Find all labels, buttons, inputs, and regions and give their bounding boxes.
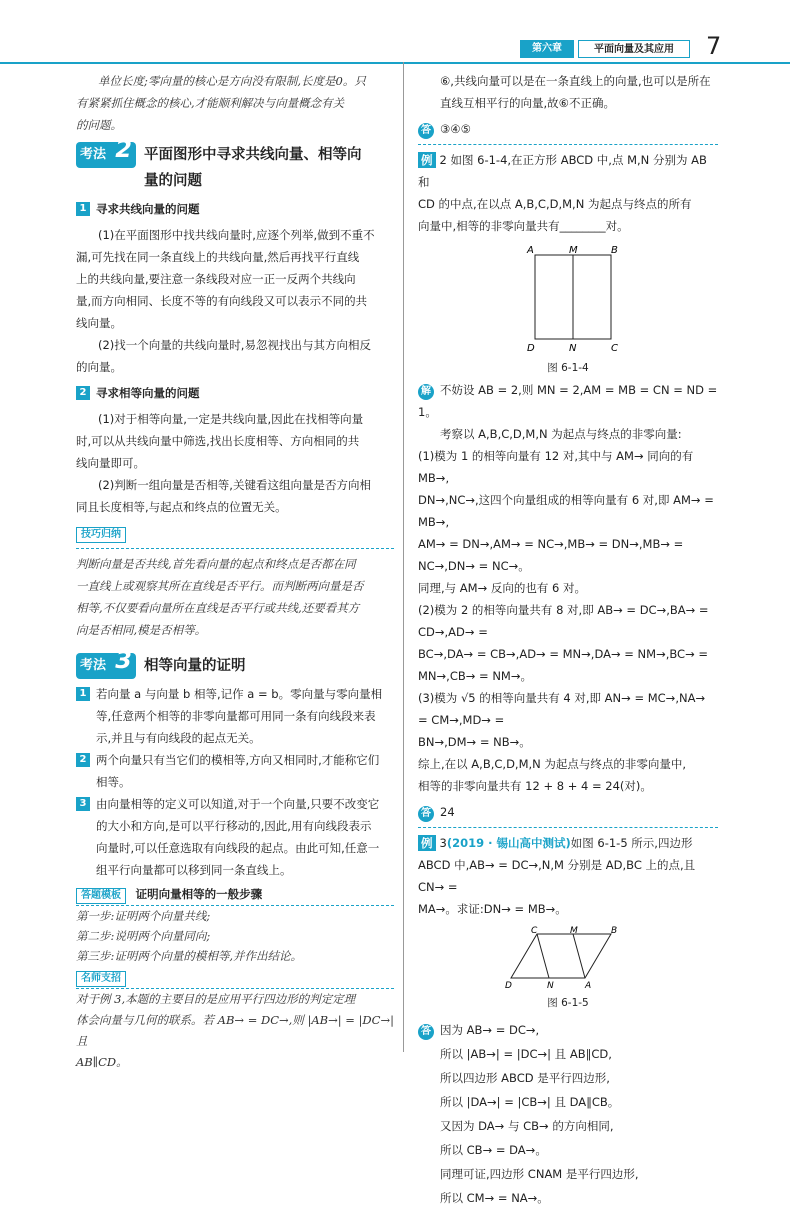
point-2 <box>76 749 394 793</box>
dashed-rule <box>76 548 394 549</box>
text-line: 由向量相等的定义可以知道,对于一个向量,只要不改变它 <box>96 797 380 811</box>
text-line: 时,可以从共线向量中筛选,找出长度相等、方向相同的共 <box>76 434 360 448</box>
text-line: 组平行向量都可以移到同一条直线上。 <box>96 863 292 877</box>
text-line: 两个向量只有当它们的模相等,方向又相同时,才能称它们 <box>96 753 380 767</box>
parallelogram-abcd <box>511 934 611 978</box>
text-line: 若向量 a 与向量 b 相等,记作 a = b。零向量与零向量相 <box>96 687 383 701</box>
teacher-tip <box>76 966 394 1073</box>
text-line: ⑥,共线向量可以是在一条直线上的向量,也可以是所在 <box>440 74 711 88</box>
answer-mark: 答 <box>418 806 434 822</box>
teacher-text <box>76 989 394 1073</box>
method-badge <box>76 135 136 168</box>
text-line: MA→。求证:DN→ = MB→。 <box>418 902 567 916</box>
method-badge-num: 2 <box>115 135 132 163</box>
dashed-rule <box>418 144 718 145</box>
subsection-1 <box>76 198 394 220</box>
tip-box <box>76 522 394 641</box>
number-badge: 2 <box>76 386 90 400</box>
text-line: 体会向量与几何的联系。若 AB→ = DC→,则 |AB→| = |DC→| 且 <box>76 1013 394 1048</box>
number-badge: 3 <box>76 797 90 811</box>
text-line: 的向量。 <box>76 360 122 374</box>
template-title: 证明向量相等的一般步骤 <box>135 887 263 901</box>
text-line: (1)在平面图形中找共线向量时,应逐个列举,做到不重不 <box>98 228 375 242</box>
example-label <box>418 152 436 168</box>
text-line: 漏,可先找在同一条直线上的共线向量,然后再找平行直线 <box>76 250 360 264</box>
text-line: 直线互相平行的向量,故⑥不正确。 <box>440 96 615 110</box>
point-label: A <box>527 245 534 256</box>
template-tag: 答题模板 <box>76 888 126 904</box>
text-line: (1)模为 1 的相等向量有 12 对,其中与 AM→ 同向的有 MB→, <box>418 449 694 485</box>
header-rule <box>0 62 790 64</box>
method-badge-text: 考法 <box>80 147 107 162</box>
method-title: 相等向量的证明 <box>144 658 246 674</box>
text-line: 同理,与 AM→ 反向的也有 6 对。 <box>418 581 587 595</box>
text-line: 的问题。 <box>76 118 122 132</box>
text-line: DN→,NC→,这四个向量组成的相等向量有 6 对,即 AM→ = MB→, <box>418 493 714 529</box>
answer-mark: 答 <box>418 1024 434 1040</box>
text-line: (1)对于相等向量,一定是共线向量,因此在找相等向量 <box>98 412 364 426</box>
number-badge: 1 <box>76 202 90 216</box>
point-1 <box>76 683 394 749</box>
answer-2 <box>418 801 718 823</box>
number-badge: 2 <box>76 753 90 767</box>
subsection-2-body <box>76 408 394 518</box>
point-label: B <box>611 926 618 936</box>
page-header <box>0 0 790 64</box>
subsection-1-body <box>76 224 394 378</box>
tip-text <box>76 553 394 641</box>
chapter-tab: 第六章 <box>520 40 574 58</box>
number-badge: 1 <box>76 687 90 701</box>
example-source: (2019 · 锡山高中测试) <box>446 836 571 850</box>
text-line: 上的共线向量,要注意一条线段对应一正一反两个共线向 <box>76 272 356 286</box>
tip-tag: 技巧归纳 <box>76 527 126 543</box>
text-line: 相等,不仅要看向量所在直线是否平行或共线,还要看其方 <box>76 601 360 615</box>
text-line: 第二步:说明两个向量同向; <box>76 929 211 943</box>
method-badge-num: 3 <box>115 646 132 674</box>
point-label: M <box>570 926 578 936</box>
point-label: M <box>569 245 578 256</box>
text-line: 相等。 <box>96 775 131 789</box>
point-body <box>96 793 379 881</box>
segment-ma <box>573 934 585 978</box>
point-label: N <box>547 981 554 990</box>
point-label: C <box>611 343 618 354</box>
example-number: 3 <box>439 836 447 850</box>
text-line: 又因为 DA→ 与 CB→ 的方向相同, <box>440 1119 614 1133</box>
text-line: 同且长度相等,与起点和终点的位置无关。 <box>76 500 287 514</box>
text-line: 单位长度;零向量的核心是方向没有限制,长度是0。只 <box>98 74 366 88</box>
point-3 <box>76 793 394 881</box>
teacher-tag: 名师支招 <box>76 971 126 987</box>
intro-text <box>76 70 394 136</box>
text-line: 因为 AB→ = DC→, <box>440 1023 540 1037</box>
answer-text: ③④⑤ <box>440 122 471 136</box>
figure-6-1-4 <box>513 243 623 355</box>
text-line: 的大小和方向,是可以平行移动的,因此,用有向线段表示 <box>96 819 372 833</box>
method-2-heading <box>76 135 394 194</box>
method-title <box>144 142 362 194</box>
text-line: 所以 |DA→| = |CB→| 且 DA∥CB。 <box>440 1095 620 1109</box>
method-title-line: 量的问题 <box>144 173 202 189</box>
answer-text: 24 <box>440 805 455 819</box>
text-line: 不妨设 AB = 2,则 MN = 2,AM = MB = CN = ND = 1。 <box>418 383 718 419</box>
text-line: 示,并且与有向线段的起点无关。 <box>96 731 261 745</box>
text-line: 向量中,相等的非零向量共有________对。 <box>418 219 629 233</box>
method-3-heading <box>76 646 394 679</box>
text-line: AB∥CD。 <box>76 1055 128 1069</box>
subsection-title: 寻求相等向量的问题 <box>96 386 200 400</box>
text-line: 一直线上或观察其所在直线是否平行。而判断两向量是否 <box>76 579 364 593</box>
point-label: A <box>585 981 592 990</box>
column-divider <box>403 62 404 1052</box>
right-column <box>418 70 718 1210</box>
solution-2 <box>418 379 718 797</box>
text-line: (2)模为 2 的相等向量共有 8 对,即 AB→ = DC→,BA→ = CD→,AD→ = <box>418 603 709 639</box>
subsection-title: 寻求共线向量的问题 <box>96 202 200 216</box>
text-line: (2)判断一组向量是否相等,关键看这组向量是否方向相 <box>98 478 371 492</box>
figure-6-1-5 <box>503 926 633 990</box>
text-line: 线向量即可。 <box>76 456 145 470</box>
left-column <box>76 70 394 1073</box>
text-line: (2)找一个向量的共线向量时,易忽视找出与其方向相反 <box>98 338 371 352</box>
text-line: 考察以 A,B,C,D,M,N 为起点与终点的非零向量: <box>440 427 682 441</box>
point-body <box>96 749 379 793</box>
text-line: CD 的中点,在以点 A,B,C,D,M,N 为起点与终点的所有 <box>418 197 692 211</box>
point-body <box>96 683 382 749</box>
point-label: D <box>527 343 535 354</box>
point-label: D <box>505 981 512 990</box>
solution-mark: 解 <box>418 384 434 400</box>
example-label <box>418 835 436 851</box>
segment-cn <box>537 934 549 978</box>
template-box <box>76 883 394 966</box>
example-2 <box>418 149 718 237</box>
figure-caption: 图 6-1-4 <box>547 362 589 374</box>
page-number: 7 <box>706 32 722 60</box>
text-line: AM→ = DN→,AM→ = NC→,MB→ = DN→,MB→ = NC→,DN→ = NC→。 <box>418 537 684 573</box>
method-title-line: 平面图形中寻求共线向量、相等向 <box>144 147 362 163</box>
example-3 <box>418 832 718 920</box>
text-line: 所以 |AB→| = |DC→| 且 AB∥CD, <box>440 1047 612 1061</box>
template-steps <box>76 906 394 966</box>
text-line: BN→,DM→ = NB→。 <box>418 735 531 749</box>
example-number: 2 <box>439 153 447 167</box>
dashed-rule <box>418 827 718 828</box>
text-line: 对于例 3,本题的主要目的是应用平行四边形的判定定理 <box>76 992 356 1006</box>
text-line: 向量时,可以任意选取有向线段的起点。由此可知,任意一 <box>96 841 380 855</box>
text-line: 有紧紧抓住概念的核心,才能顺利解决与向量概念有关 <box>76 96 345 110</box>
text-line: 同理可证,四边形 CNAM 是平行四边形, <box>440 1167 639 1181</box>
text-line: 综上,在以 A,B,C,D,M,N 为起点与终点的非零向量中, <box>418 757 687 771</box>
text-line: 所以四边形 ABCD 是平行四边形, <box>440 1071 610 1085</box>
point-label: N <box>569 343 577 354</box>
text-line: 相等的非零向量共有 12 + 8 + 4 = 24(对)。 <box>418 779 652 793</box>
section-tab: 平面向量及其应用 <box>578 40 690 58</box>
text-line: 线向量。 <box>76 316 122 330</box>
method-badge <box>76 646 136 679</box>
text-line: 如图 6-1-5 所示,四边形 <box>570 836 693 850</box>
text-line: 所以 CB→ = DA→。 <box>440 1143 547 1157</box>
text-line: 等,任意两个相等的非零向量都可用同一条有向线段来表 <box>96 709 376 723</box>
text-line: 所以 CM→ = NA→。 <box>440 1191 549 1205</box>
subsection-2 <box>76 382 394 404</box>
point-label: C <box>531 926 538 936</box>
text-line: 量,而方向相同、长度不等的有向线段又可以表示不同的共 <box>76 294 368 308</box>
text-line: ABCD 中,AB→ = DC→,N,M 分别是 AD,BC 上的点,且 CN→ = <box>418 858 696 894</box>
point-label: B <box>611 245 618 256</box>
text-line: 如图 6-1-4,在正方形 ABCD 中,点 M,N 分别为 AB 和 <box>418 153 707 189</box>
answer-mark: 答 <box>418 123 434 139</box>
figure-caption: 图 6-1-5 <box>547 997 589 1009</box>
method-badge-text: 考法 <box>80 658 107 673</box>
text-line: 第一步:证明两个向量共线; <box>76 909 211 923</box>
text-line: 第三步:证明两个向量的模相等,并作出结论。 <box>76 949 303 963</box>
text-line: 向是否相同,模是否相等。 <box>76 623 207 637</box>
text-line: BC→,DA→ = CB→,AD→ = MN→,DA→ = NM→,BC→ = MN→,CB→ = NM→。 <box>418 647 709 683</box>
example-label-text: 例 <box>421 153 433 167</box>
answer-1 <box>418 118 718 140</box>
text-line: (3)模为 √5 的相等向量共有 4 对,即 AN→ = MC→,NA→ = CM→,MD→ = <box>418 691 706 727</box>
text-line: 判断向量是否共线,首先看向量的起点和终点是否都在同 <box>76 557 356 571</box>
example-label-text: 例 <box>421 836 433 850</box>
proof-3 <box>418 1018 718 1210</box>
